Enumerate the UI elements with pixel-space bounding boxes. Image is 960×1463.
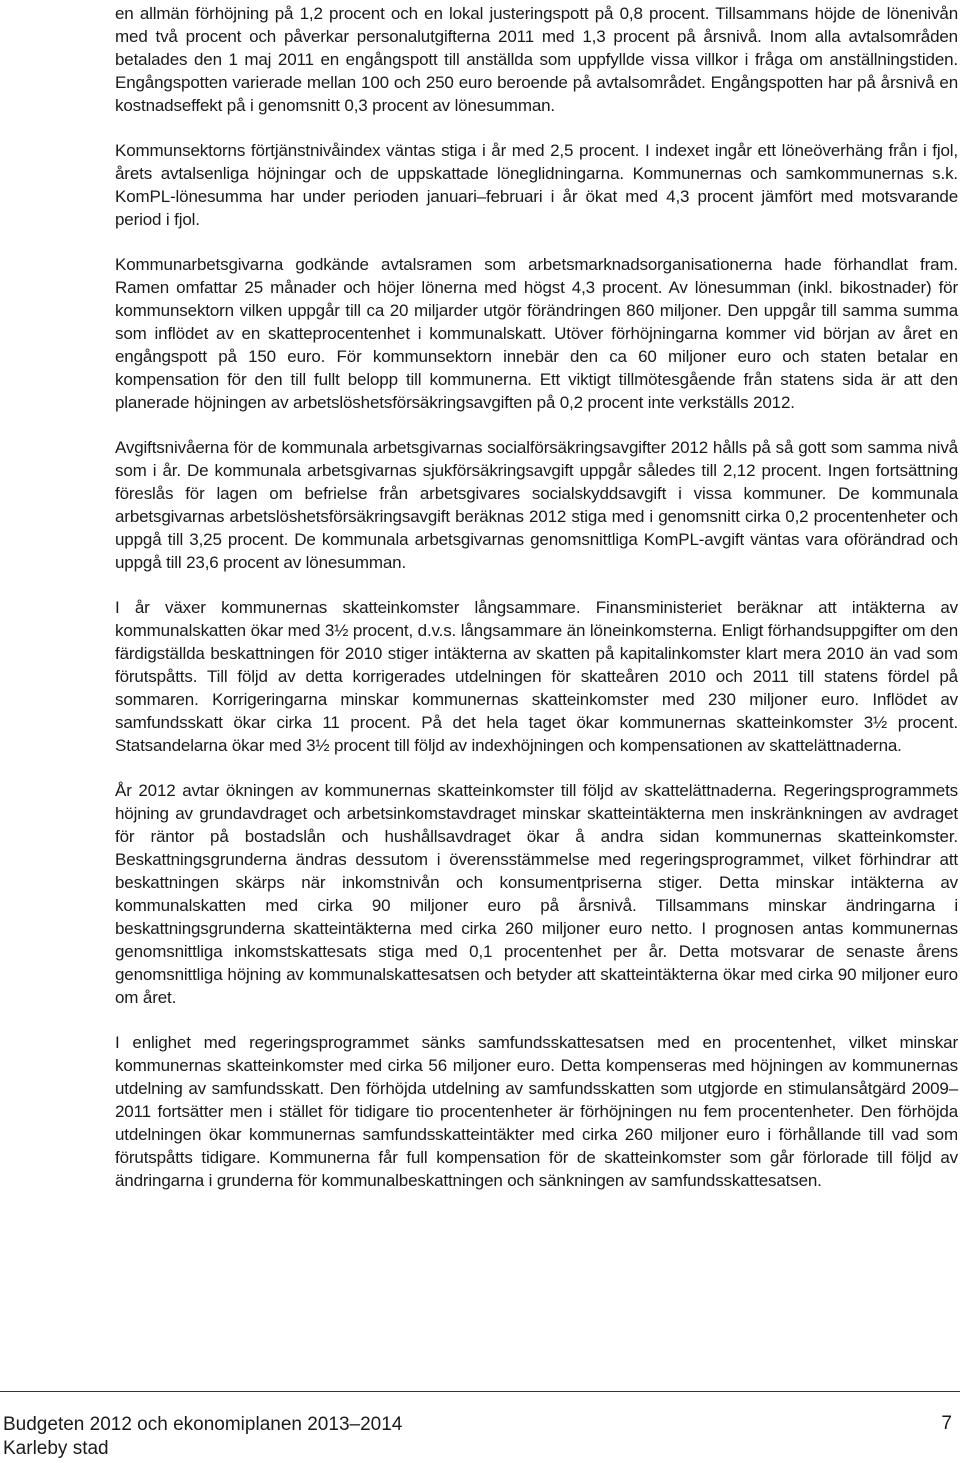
- paragraph: I år växer kommunernas skatteinkomster långsammare. Finansministeriet beräknar att intäkterna av kommunalskatten ökar med 3½ procent, d.v.s. långsammare än löneinkomsterna. Enligt förhandsuppgifter om den färdigställda beskattningen för 2010 stiger intäkterna av skatten på kapitalinkomster klart mera 2010 än vad som förutspåtts. Till följd av detta korrigerades utdelningen för skatteåren 2010 och 2011 till statens fördel på sommaren. Korrigeringarna minskar kommunernas skatteinkomster med 230 miljoner euro. Inflödet av samfundsskatt ökar cirka 11 procent. På det hela taget ökar kommunernas skatteinkomster 3½ procent. Statsandelarna ökar med 3½ procent till följd av indexhöjningen och kompensationen av skattelättnaderna.: [115, 598, 958, 755]
- paragraph: Kommunarbetsgivarna godkände avtalsramen som arbetsmarknadsorganisationerna hade förhandlat fram. Ramen omfattar 25 månader och höjer lönerna med högst 4,3 procent. Av lönesumman (inkl. bikostnader) för kommunsektorn vilken uppgår till ca 20 miljarder utgör förändringen 860 miljoner. Den uppgår till samma summa som inflödet av en skatteprocentenhet i kommunalskatt. Utöver förhöjningarna kommer vid början av året en engångspott på 150 euro. För kommunsektorn innebär den ca 60 miljoner euro och staten betalar en kompensation för den till fullt belopp till kommunerna. Ett viktigt tillmötesgående från statens sida är att den planerade höjningen av arbetslöshetsförsäkringsavgiften på 0,2 procent inte verkställs 2012.: [115, 255, 958, 412]
- paragraph: I enlighet med regeringsprogrammet sänks samfundsskattesatsen med en procentenhet, vilket minskar kommunernas skatteinkomster med cirka 56 miljoner euro. Detta kompenseras med höjningen av kommunernas utdelning av samfundsskatt. Den förhöjda utdelning av samfundsskatten som utgjorde en stimulansåtgärd 2009–2011 fortsätter men i stället för tidigare tio procentenheter är förhöjningen nu fem procentenheter. Den förhöjda utdelningen ökar kommunernas samfundsskatteintäkter med cirka 260 miljoner euro i förhållande till vad som förutspåtts tidigare. Kommunerna får full kompensation för de skatteinkomster som går förlorade till följd av ändringarna i grunderna för kommunalbeskattningen och sänkningen av samfundsskattesatsen.: [115, 1033, 958, 1190]
- paragraph: År 2012 avtar ökningen av kommunernas skatteinkomster till följd av skattelättnaderna. Regeringsprogrammets höjning av grundavdraget och arbetsinkomstavdraget minskar skatteintäkterna men inskränkningen av avdraget för räntor på bostadslån och hushållsavdraget ökar å andra sidan kommunernas skatteinkomster. Beskattningsgrunderna ändras dessutom i överensstämmelse med regeringsprogrammet, vilket förhindrar att beskattningen skärps när inkomstnivån och konsumentpriserna stiger. Detta minskar intäkterna av kommunalskatten med cirka 90 miljoner euro på årsnivå. Tillsammans minskar ändringarna i beskattningsgrunderna skatteintäkterna med cirka 260 miljoner euro netto. I prognosen antas kommunernas genomsnittliga inkomstskattesats stiga med 0,1 procentenhet per år. Detta motsvarar de senaste årens genomsnittliga höjning av kommunalskattesatsen och betyder att skatteintäkterna ökar med cirka 90 miljoner euro om året.: [115, 781, 958, 1007]
- footer-divider: [0, 1391, 960, 1392]
- footer-organization: Karleby stad: [3, 1438, 109, 1459]
- paragraph: Avgiftsnivåerna för de kommunala arbetsgivarnas socialförsäkringsavgifter 2012 hålls på så gott som samma nivå som i år. De kommunala arbetsgivarnas sjukförsäkringsavgift uppgår således till 2,12 procent. Ingen fortsättning föreslås för lagen om befrielse från arbetsgivares socialskyddsavgift i vissa kommuner. De kommunala arbetsgivarnas arbetslöshetsförsäkringsavgift beräknas 2012 stiga med i genomsnitt cirka 0,2 procentenheter och uppgå till 3,25 procent. De kommunala arbetsgivarnas genomsnittliga KomPL-avgift väntas vara oförändrad och uppgå till 23,6 procent av lönesumman.: [115, 438, 958, 572]
- page-number: 7: [941, 1413, 952, 1434]
- document-body: [115, 2, 958, 1214]
- footer-document-title: Budgeten 2012 och ekonomiplanen 2013–2014: [3, 1414, 403, 1435]
- paragraph: en allmän förhöjning på 1,2 procent och en lokal justeringspott på 0,8 procent. Tillsammans höjde de lönenivån med två procent och påverkar personalutgifterna 2011 med 1,3 procent på årsnivå. Inom alla avtalsområden betalades den 1 maj 2011 en engångspott till anställda som uppfyllde vissa villkor i fråga om anställningstiden. Engångspotten varierade mellan 100 och 250 euro beroende på avtalsområdet. Engångspotten har på årsnivå en kostnadseffekt på i genomsnitt 0,3 procent av lönesumman.: [115, 4, 958, 115]
- paragraph: Kommunsektorns förtjänstnivåindex väntas stiga i år med 2,5 procent. I indexet ingår ett löneöverhäng från i fjol, årets avtalsenliga höjningar och de uppskattade löneglidningarna. Kommunernas och samkommunernas s.k. KomPL-lönesumma har under perioden januari–februari i år ökat med 4,3 procent jämfört med motsvarande period i fjol.: [115, 141, 958, 229]
